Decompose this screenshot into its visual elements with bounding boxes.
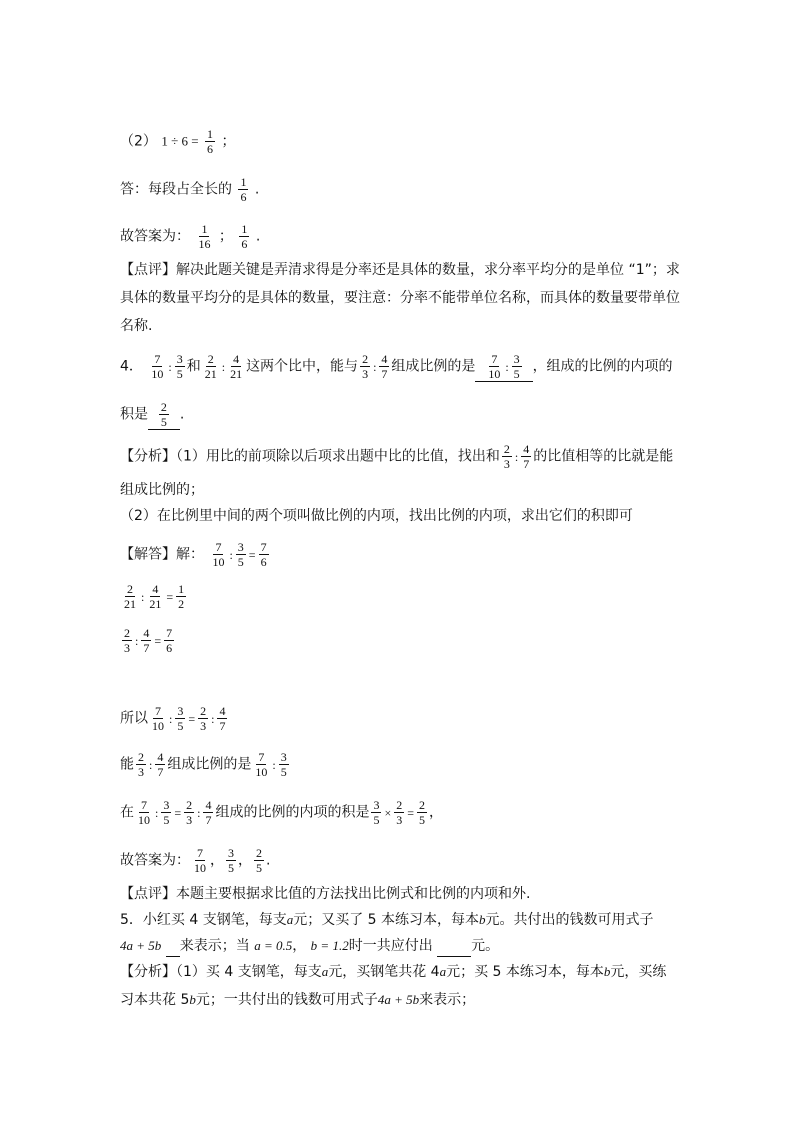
division-expr: 1 ÷ 6 = bbox=[161, 133, 199, 149]
fraction: $\frac{3}{5}$ bbox=[176, 352, 183, 381]
fraction: $\frac{2}{3}$ bbox=[362, 352, 369, 381]
analysis-tag: 【分析】 bbox=[120, 964, 176, 980]
comment-tag: 【点评】 bbox=[120, 262, 176, 278]
analysis-line: 组成比例的； bbox=[120, 482, 204, 498]
analysis-4: 【分析】（1）用比的前项除以后项求出题中比的比值，找出和 $\frac{2}{3}$ : $\frac{4}{7}$ 的比值相等的比就是能 bbox=[120, 442, 674, 471]
answer-blank: $\frac{2}{5}$ bbox=[148, 400, 180, 430]
final-answer-3: 故答案为： $\frac{1}{16}$ ； $\frac{1}{6}$ . bbox=[120, 222, 261, 251]
fraction: $\frac{1}{6}$ bbox=[240, 175, 247, 204]
question-4-line2: 积是 $\frac{2}{5}$ . bbox=[120, 400, 185, 429]
comment-tag: 【点评】 bbox=[120, 886, 176, 902]
final-answer-4: 故答案为： $\frac{7}{10}$ ， $\frac{3}{5}$ ， $\frac{2}{5}$ . bbox=[120, 846, 271, 875]
question-5-line2: 4a + 5b 来表示；当 a = 0.5， b = 1.2时一共应付出 元。 bbox=[120, 936, 499, 957]
ratio-row: $\frac{2}{21}$ : $\frac{4}{21}$ = $\frac{1}{2}$ bbox=[124, 582, 185, 611]
solution-tag: 【解答】 bbox=[120, 546, 176, 563]
fraction: $\frac{7}{10}$ bbox=[151, 352, 164, 381]
fraction: $\frac{1}{6}$ bbox=[241, 222, 248, 251]
answer-statement: 答：每段占全长的 $\frac{1}{6}$ . bbox=[120, 175, 260, 204]
comment-block-4: 【点评】本题主要根据求比值的方法找出比例式和比例的内项和外. bbox=[120, 886, 531, 902]
step-2-line: （2） 1 ÷ 6 = $\frac{1}{6}$ ； bbox=[120, 127, 236, 156]
analysis-5-line2: 习本共花 5b元；一共付出的钱数可用式子4a + 5b来表示； bbox=[120, 992, 476, 1008]
solution-4: 【解答】解： $\frac{7}{10}$ : $\frac{3}{5}$ = $\frac{7}{6}$ bbox=[120, 540, 267, 569]
analysis-tag: 【分析】 bbox=[120, 448, 176, 465]
answer-blank bbox=[166, 936, 180, 957]
fraction: $\frac{1}{16}$ bbox=[198, 222, 211, 251]
fraction: $\frac{4}{7}$ bbox=[381, 352, 388, 381]
analysis-line: （2）在比例里中间的两个项叫做比例的内项，找出比例的内项，求出它们的积即可 bbox=[120, 508, 633, 524]
inner-product-line: 在 $\frac{7}{10}$ : $\frac{3}{5}$ = $\frac{2}{3}$ : $\frac{4}{7}$ 组成的比例的内项的积是 $\frac{3}{5}$ × $\frac{2}{3}$ = $\frac{2}{5}$ ， bbox=[120, 798, 444, 827]
comment-line: 具体的数量平均分的是具体的数量，要注意：分率不能带单位名称，而具体的数量要带单位 bbox=[120, 290, 680, 306]
fraction: $\frac{1}{6}$ bbox=[207, 127, 214, 156]
step-prefix: （2） bbox=[120, 133, 157, 150]
ratio-row: $\frac{2}{3}$ : $\frac{4}{7}$ = $\frac{7}{6}$ bbox=[124, 626, 173, 655]
question-5: 5．小红买 4 支钢笔，每支a元；又买了 5 本练习本，每本b元。共付出的钱数可用式子 bbox=[120, 912, 654, 928]
answer-blank: $\frac{7}{10}$ : $\frac{3}{5}$ bbox=[475, 352, 532, 382]
analysis-5: 【分析】（1）买 4 支钢笔，每支a元，买钢笔共花 4a元；买 5 本练习本，每本b元，买练 bbox=[120, 964, 667, 980]
therefore-line: 所以 $\frac{7}{10}$ : $\frac{3}{5}$ = $\frac{2}{3}$ : $\frac{4}{7}$ bbox=[120, 704, 226, 733]
question-4: 4． $\frac{7}{10}$ : $\frac{3}{5}$ 和 $\frac{2}{21}$ : $\frac{4}{21}$ 这两个比中，能与 $\frac{2}{3}$ : $\frac{4}{7}$ 组成比例的是 $\frac{7}{10}$ : $\frac{3}{5}$ ，组成的比例的内项的 bbox=[120, 352, 673, 381]
answer-blank bbox=[437, 936, 471, 957]
fraction: $\frac{4}{21}$ bbox=[230, 352, 243, 381]
fraction: $\frac{2}{21}$ bbox=[204, 352, 217, 381]
comment-line: 名称. bbox=[120, 318, 153, 334]
can-form-line: 能 $\frac{2}{3}$ : $\frac{4}{7}$ 组成比例的是 $\frac{7}{10}$ : $\frac{3}{5}$ bbox=[120, 750, 287, 779]
comment-block-1: 【点评】解决此题关键是弄清求得是分率还是具体的数量，求分率平均分的是单位 “1”；求 bbox=[120, 262, 680, 278]
